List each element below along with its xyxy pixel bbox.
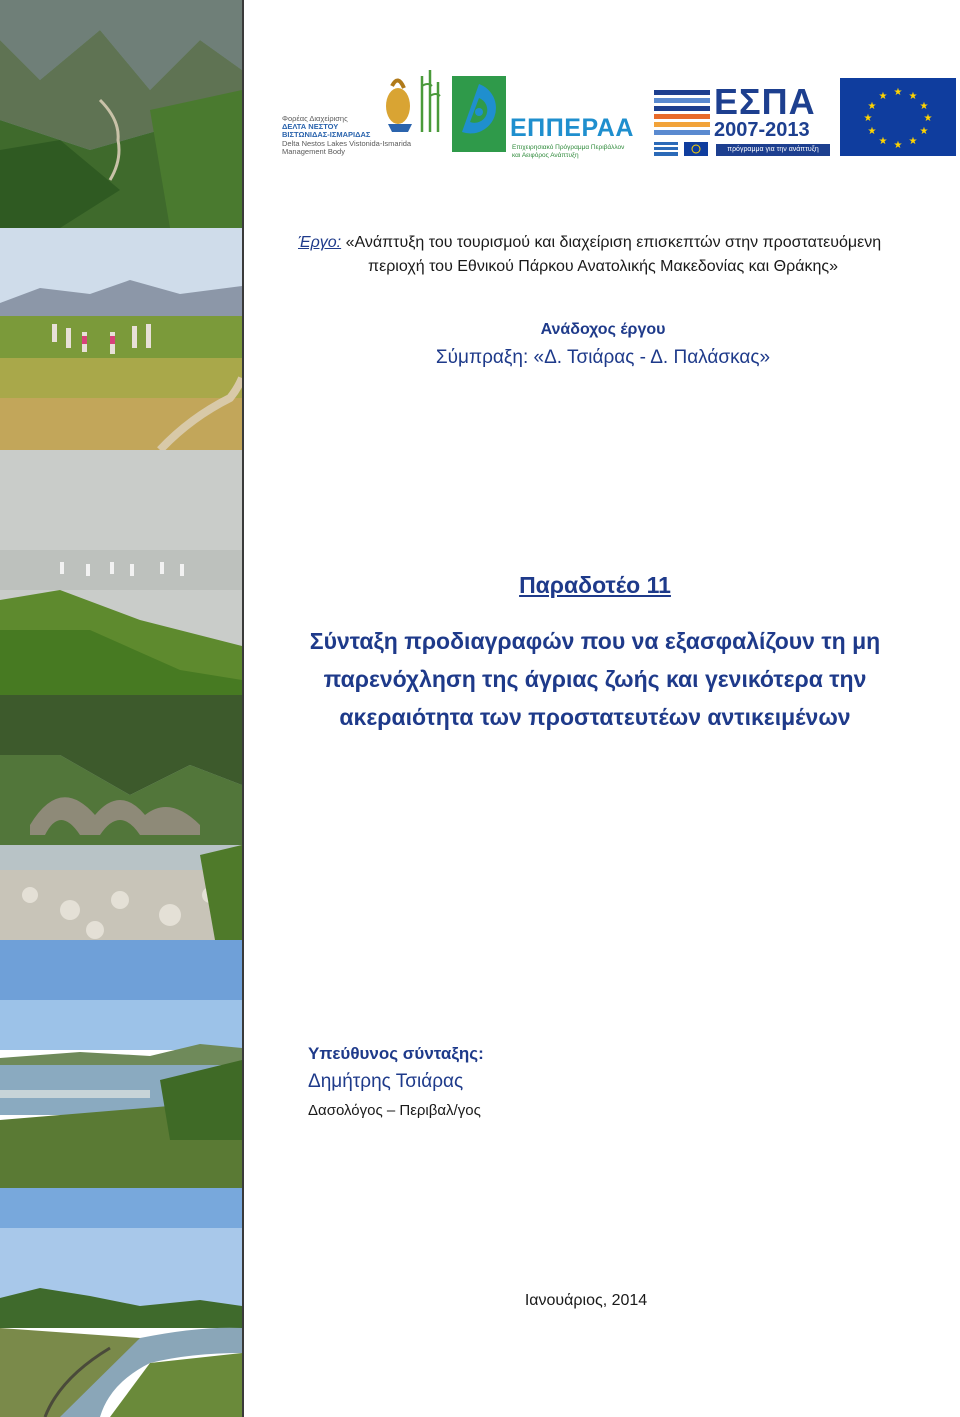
photo-river-bend bbox=[0, 1188, 242, 1417]
photo-stone-bridge bbox=[0, 695, 242, 940]
svg-text:★: ★ bbox=[893, 140, 903, 151]
deliverable-description-line: παρενόχληση της άγριας ζωής και γενικότερα την bbox=[323, 666, 867, 692]
svg-text:★: ★ bbox=[919, 126, 929, 137]
svg-text:★: ★ bbox=[919, 101, 929, 112]
photo-lake-shore bbox=[0, 940, 242, 1188]
svg-text:★: ★ bbox=[863, 113, 873, 124]
deliverable-description-line: ακεραιότητα των προστατευτέων αντικειμένων bbox=[339, 704, 851, 730]
svg-text:★: ★ bbox=[878, 91, 888, 102]
deliverable-title bbox=[298, 572, 892, 599]
svg-text:★: ★ bbox=[923, 113, 933, 124]
greek-eu-flags-icon bbox=[654, 142, 712, 156]
delta-nestos-agency-logo: Φορέας Διαχείρισης ΔΕΛΤΑ ΝΕΣΤΟΥ ΒΙΣΤΩΝΙΔΑΣ-ΙΣΜΑΡΙΔΑΣ Delta Nestos Lakes Vistonida-Ismarida Management Body bbox=[278, 66, 442, 158]
photo-lagoon-flamingos bbox=[0, 450, 242, 695]
eu-flag-icon bbox=[840, 78, 956, 156]
project-title-text-1: «Ανάπτυξη του τουρισμού και διαχείριση επισκεπτών στην προστατευόμενη bbox=[345, 234, 882, 251]
header-logos bbox=[278, 62, 958, 162]
cover-photo-strip bbox=[0, 0, 244, 1417]
deliverable-title-text: Παραδοτέο 11 bbox=[519, 572, 671, 598]
project-label: Έργο: bbox=[298, 234, 342, 251]
publication-date: Ιανουάριος, 2014 bbox=[524, 1292, 648, 1309]
deliverable-description-line: Σύνταξη προδιαγραφών που να εξασφαλίζουν τη μη bbox=[309, 628, 881, 654]
svg-text:★: ★ bbox=[878, 136, 888, 147]
author-label: Υπεύθυνος σύνταξης: bbox=[308, 1044, 484, 1063]
photo-mountain-valley bbox=[0, 0, 242, 228]
photo-meadow-hikers bbox=[0, 228, 242, 450]
author-role: Δασολόγος – Περιβαλ/γος bbox=[308, 1102, 481, 1119]
project-title-line-1 bbox=[298, 234, 881, 252]
epperaa-spiral-icon bbox=[452, 76, 506, 152]
espa-stripes-icon bbox=[654, 90, 710, 136]
contractor-label: Ανάδοχος έργου bbox=[540, 321, 666, 338]
svg-text:★: ★ bbox=[893, 87, 903, 98]
bird-reeds-icon bbox=[378, 66, 444, 138]
svg-text:★: ★ bbox=[908, 136, 918, 147]
espa-logo: ΕΣΠΑ 2007-2013 πρόγραμμα για την ανάπτυξη bbox=[654, 84, 832, 158]
epperaa-logo: ΕΠΠΕΡΑΑ Επιχειρησιακό Πρόγραμμα Περιβάλλον και Αειφόρος Ανάπτυξη bbox=[452, 76, 640, 156]
contractor-name: Σύμπραξη: «Δ. Τσιάρας - Δ. Παλάσκας» bbox=[435, 347, 771, 368]
project-title-line-2: περιοχή του Εθνικού Πάρκου Ανατολικής Μακεδονίας και Θράκης» bbox=[368, 258, 838, 275]
svg-text:★: ★ bbox=[867, 101, 877, 112]
svg-text:★: ★ bbox=[867, 126, 877, 137]
svg-text:★: ★ bbox=[908, 91, 918, 102]
author-name: Δημήτρης Τσιάρας bbox=[308, 1071, 464, 1092]
